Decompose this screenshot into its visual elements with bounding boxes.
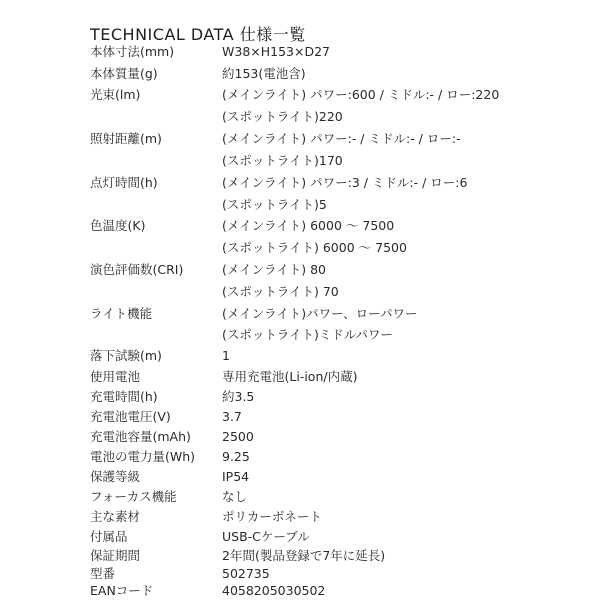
spec-label-drop-test: 落下試験(m) — [90, 348, 162, 363]
spec-value-light-modes-main: (メインライト)パワー、ローパワー — [222, 306, 418, 321]
spec-label-cri: 演色評価数(CRI) — [90, 262, 184, 277]
spec-value-runtime-spot: (スポットライト)5 — [222, 197, 327, 212]
spec-label-runtime: 点灯時間(h) — [90, 175, 158, 190]
spec-value-beam-distance-spot: (スポットライト)170 — [222, 153, 343, 168]
spec-value-battery: 専用充電池(Li-ion/内蔵) — [222, 369, 358, 384]
spec-label-model: 型番 — [90, 566, 116, 581]
spec-value-beam-distance-main: (メインライト) パワー:- / ミドル:- / ロー:- — [222, 131, 461, 146]
spec-value-ean: 4058205030502 — [222, 583, 326, 598]
spec-label-charge-time: 充電時間(h) — [90, 389, 158, 404]
spec-label-accessories: 付属品 — [90, 529, 128, 544]
spec-label-light-modes: ライト機能 — [90, 306, 153, 321]
spec-value-lumens-main: (メインライト) パワー:600 / ミドル:- / ロー:220 — [222, 87, 500, 102]
spec-label-energy: 電池の電力量(Wh) — [90, 449, 196, 464]
spec-value-light-modes-spot: (スポットライト)ミドルパワー — [222, 327, 394, 342]
spec-value-color-temp-spot: (スポットライト) 6000 〜 7500 — [222, 240, 407, 255]
spec-value-focus: なし — [222, 489, 248, 504]
spec-label-battery: 使用電池 — [90, 369, 141, 384]
spec-value-weight: 約153(電池含) — [222, 66, 306, 81]
spec-value-charge-time: 約3.5 — [222, 389, 255, 404]
spec-label-focus: フォーカス機能 — [90, 489, 177, 504]
page-title: TECHNICAL DATA 仕様一覧 — [90, 25, 306, 44]
spec-value-protection: IP54 — [222, 469, 250, 484]
spec-value-drop-test: 1 — [222, 348, 230, 363]
spec-label-voltage: 充電池電圧(V) — [90, 409, 171, 424]
spec-value-voltage: 3.7 — [222, 409, 242, 424]
spec-label-material: 主な素材 — [90, 509, 141, 524]
spec-value-material: ポリカーボネート — [222, 509, 322, 524]
spec-label-dimensions: 本体寸法(mm) — [90, 44, 175, 59]
spec-value-color-temp-main: (メインライト) 6000 〜 7500 — [222, 218, 395, 233]
spec-label-ean: EANコード — [90, 583, 154, 598]
spec-label-beam-distance: 照射距離(m) — [90, 131, 162, 146]
spec-value-dimensions: W38×H153×D27 — [222, 44, 331, 59]
spec-value-cri-spot: (スポットライト) 70 — [222, 284, 339, 299]
spec-value-runtime-main: (メインライト) パワー:3 / ミドル:- / ロー:6 — [222, 175, 468, 190]
spec-value-cri-main: (メインライト) 80 — [222, 262, 327, 277]
spec-value-accessories: USB-Cケーブル — [222, 529, 310, 544]
spec-value-energy: 9.25 — [222, 449, 250, 464]
spec-value-capacity: 2500 — [222, 429, 254, 444]
spec-value-lumens-spot: (スポットライト)220 — [222, 109, 343, 124]
spec-value-model: 502735 — [222, 566, 270, 581]
spec-value-warranty: 2年間(製品登録で7年に延長) — [222, 548, 386, 563]
spec-label-lumens: 光束(lm) — [90, 87, 141, 102]
spec-label-color-temp: 色温度(K) — [90, 218, 146, 233]
spec-label-weight: 本体質量(g) — [90, 66, 158, 81]
spec-label-capacity: 充電池容量(mAh) — [90, 429, 191, 444]
spec-label-protection: 保護等級 — [90, 469, 141, 484]
spec-label-warranty: 保証期間 — [90, 548, 141, 563]
